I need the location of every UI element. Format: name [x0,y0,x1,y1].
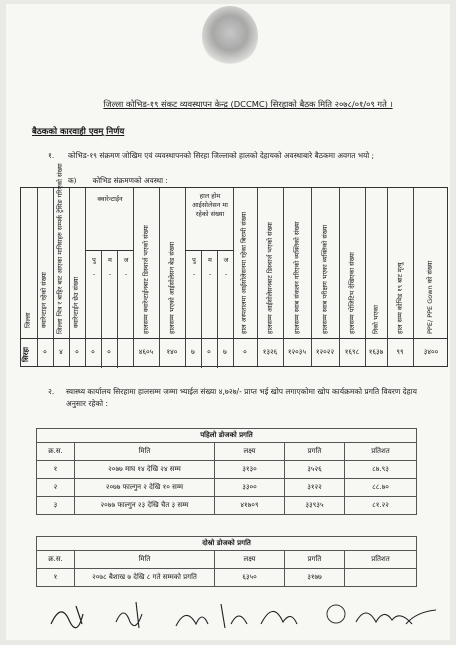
decision-item-1 [48,149,428,162]
cell-percent: ८७.९३ [345,461,417,479]
row-value-6: ४६०५ [138,348,154,356]
table-row [37,569,417,587]
row-value-4: ० [91,348,95,356]
cell-sn: ३ [37,497,75,515]
col-header-target: लक्ष्य [215,443,285,461]
q-sub-2: म [108,256,112,264]
cell-percent: ८८.७० [345,479,417,497]
i-dash-2: - [208,270,212,278]
col-header-progress: प्रगति [285,551,345,569]
header-c13: हालसम्म आईसोलेसनबाट डिस्चार्ज भएको संख्या [266,222,274,334]
header-c1: क्वारेन्टाइन रहेको संख्या [40,272,48,328]
row-value-14: १२०२२ [315,348,335,356]
item-number: २. [48,387,55,396]
cell-progress: ३१७७ [285,569,345,587]
header-c8: हालसम्म भएको आईसोलेसन बेड संख्या [168,241,176,334]
row-value-12: १३२६ [262,348,278,356]
col-header-date: मिति [75,551,215,569]
row-district: सिरहा [22,347,30,363]
q-dash-3: - [124,270,128,278]
section-heading: बैठकको कारवाही एवम् निर्णय [32,127,125,137]
cell-date: २०७७ माघ १४ देखि २४ सम्म [75,461,215,479]
q-dash-1: - [92,270,96,278]
col-header-progress: प्रगति [285,443,345,461]
government-emblem [202,6,258,66]
col-header-sn: क्र.स. [37,443,75,461]
cell-target: ३१३० [215,461,285,479]
table-row [37,479,417,497]
row-value-8: ७ [191,348,195,356]
row-value-2: ४ [59,348,63,356]
second-dose-table [36,536,417,587]
item-text: कोभिड-१९ संक्रमण जोखिम एवं व्यवस्थापनको सिरहा जिल्लाको हालको देहायको अवस्थाबारे बैठकमा अवगत भयो ; [68,151,375,160]
signatures [46,594,446,634]
cell-target: ३३०० [215,479,285,497]
cell-date: २०७७ फाल्गुन २ देखि १० सम्म [75,479,215,497]
header-c7: हालसम्म क्वारेन्टाईनबाट डिस्चार्ज भएको संख्या [142,225,150,334]
q-sub-1: पु [92,256,96,264]
cell-date: २०७७ फाल्गुन २३ देखि चैत ३ सम्म [75,497,215,515]
cell-sn: १ [37,569,75,587]
header-c12: हाल अस्पतालमा आईसोलेसनमा रहेका बिरामी संख्या [240,211,248,334]
cell-progress: ३५२६ [285,461,345,479]
i-sub-2: म [208,256,212,264]
table-row [37,461,417,479]
cell-progress: ३१२२ [285,479,345,497]
row-value-3: ० [75,348,79,356]
item-text: स्वास्थ्य कार्यालय सिरहामा हालसम्म जम्मा भ्याईल संख्या ४,७२७/- प्राप्त भई खोप लगाएकोमा खोप कार्यक्रमको प्रगति विवरण देहाय अनुसार रहेको : [66,387,417,408]
row-value-9: ० [207,348,211,356]
decision-item-2 [48,386,438,410]
sub-item-text: कोभिड संक्रमणको अवस्था : [92,176,168,185]
header-home-isolation: हाल होम आईसोलेसन मा रहेको संख्या [192,192,228,218]
first-dose-table [36,428,417,515]
item-number: १. [48,151,55,160]
header-quarantine: क्वारेन्टाईन [97,195,123,203]
header-c18: हाल सम्म कोभिड १९ बाट मृत्यु [396,262,404,334]
row-value-10: ७ [223,348,227,356]
col-header-percent: प्रतिशत [345,551,417,569]
row-value-18: ३४०० [423,348,439,356]
table-row [37,497,417,515]
i-sub-3: ज [223,256,229,264]
header-c17: निको भएका [372,305,380,334]
sub-item-ka [68,176,184,186]
sub-item-letter: क) [68,176,77,185]
first-dose-banner: पहिलो डोजको प्रगति [37,429,417,443]
col-header-target: लक्ष्य [215,551,285,569]
header-district: जिल्ला [24,312,32,328]
header-c16: हालसम्म पोजिटिभ देखिएका संख्या [348,252,356,334]
cell-percent: ८१.२२ [345,497,417,515]
row-value-7: १४० [166,348,178,356]
row-value-15: १६९८ [344,348,360,356]
cell-target: ६३५० [215,569,285,587]
header-c3: क्वारेन्टाईन छेउ संख्या [72,276,80,328]
cell-percent [345,569,417,587]
cell-sn: १ [37,461,75,479]
i-sub-1: पु [192,256,196,264]
document-page [6,4,450,640]
i-dash-1: - [192,270,196,278]
meeting-title-text: जिल्ला कोभिड-१९ संकट व्यवस्थापन केन्द्र (DCCMC) सिरहाको बैठक मिति २०७८/०१/०९ गते । [103,99,393,109]
cell-target: ४१७०९ [215,497,285,515]
col-header-sn: क्र.स. [37,551,75,569]
meeting-title [52,99,444,110]
row-value-16: १६३७ [368,348,384,356]
i-dash-3: - [224,270,228,278]
col-header-date: मिति [75,443,215,461]
row-value-5: ० [107,348,111,356]
row-value-13: १२०३५ [287,348,307,356]
cell-date: २०७८ बैशाख ७ देखि ८ गते सम्मको प्रगति [75,569,215,587]
row-value-17: ९९ [396,348,404,356]
row-value-1: ० [43,348,47,356]
header-c15: हालसम्म स्वाब परीक्षण भएका व्यक्तिको संख्या [321,224,329,334]
header-c2: जिल्ला भित्र र बाहिर बाट आएका मानिसहरु सम्पर्क ट्रेसिङ गरिएको संख्या [56,163,64,334]
cell-sn: २ [37,479,75,497]
cell-progress: ३३९३५ [285,497,345,515]
col-header-percent: प्रतिशत [345,443,417,461]
q-sub-3: ज [123,256,129,264]
header-c19: PPE/ PPE Gown को संख्या [426,260,434,334]
second-dose-banner: दोस्रो डोजको प्रगति [37,537,417,551]
header-c14: हालसम्म स्वाब संकलन गरिएको व्यक्तिको संख्या [293,221,301,334]
row-value-11: ० [243,348,247,356]
q-dash-2: - [108,270,112,278]
